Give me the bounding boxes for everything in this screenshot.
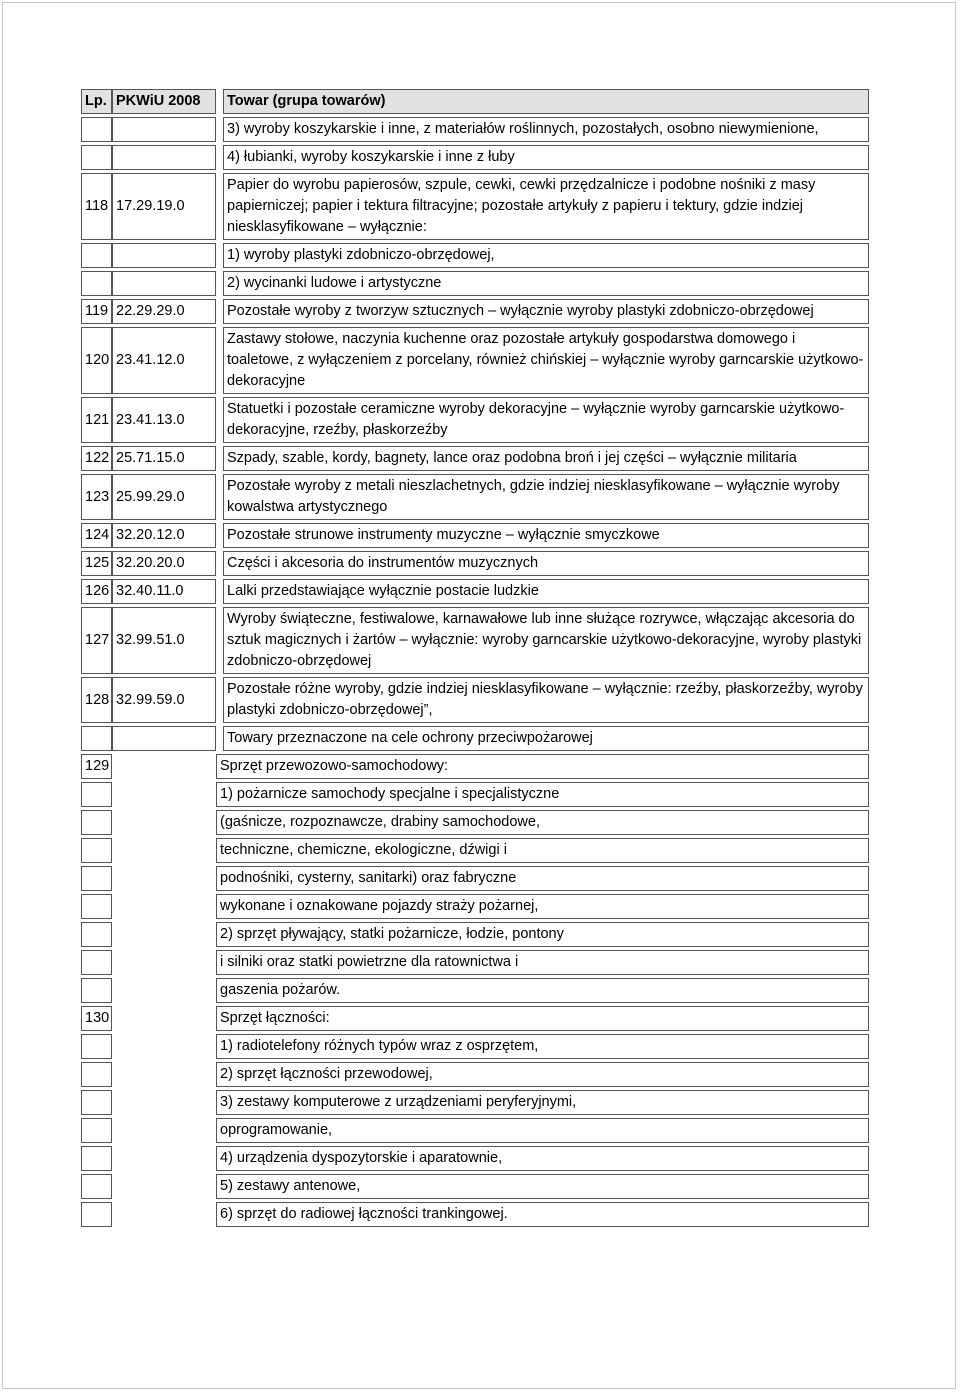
table-row bbox=[81, 978, 869, 1003]
table-row bbox=[81, 173, 869, 240]
column-gap bbox=[112, 866, 216, 891]
column-gap bbox=[112, 950, 216, 975]
table-row bbox=[81, 551, 869, 576]
row-towar: Papier do wyrobu papierosów, szpule, cewki, cewki przędzalnicze i podobne nośniki z masy papierniczej; papier i tektura filtracyjne; pozostałe artykuły z papieru i tektury, gdzie indziej niesklasyfikowane – wyłącznie: bbox=[223, 173, 869, 240]
column-gap bbox=[112, 1062, 216, 1087]
row-lp: 123 bbox=[81, 474, 112, 520]
row-lp bbox=[81, 117, 112, 142]
row-lp bbox=[81, 1090, 112, 1115]
header-lp: Lp. bbox=[81, 89, 112, 114]
column-gap bbox=[112, 894, 216, 919]
table-row bbox=[81, 810, 869, 835]
row-towar: 1) wyroby plastyki zdobniczo-obrzędowej, bbox=[223, 243, 869, 268]
table-row bbox=[81, 950, 869, 975]
row-towar-merged: 6) sprzęt do radiowej łączności trankingowej. bbox=[216, 1202, 869, 1227]
row-pkwiu bbox=[112, 243, 216, 268]
table-row bbox=[81, 838, 869, 863]
column-gap bbox=[112, 922, 216, 947]
table-row bbox=[81, 327, 869, 394]
column-gap bbox=[216, 327, 223, 394]
row-towar: 3) wyroby koszykarskie i inne, z materiałów roślinnych, pozostałych, osobno niewymienione, bbox=[223, 117, 869, 142]
row-pkwiu bbox=[112, 271, 216, 296]
column-gap bbox=[112, 1174, 216, 1199]
column-gap bbox=[216, 299, 223, 324]
column-gap bbox=[112, 1146, 216, 1171]
table-row bbox=[81, 1146, 869, 1171]
row-towar-merged: 2) sprzęt łączności przewodowej, bbox=[216, 1062, 869, 1087]
column-gap bbox=[216, 243, 223, 268]
row-lp: 119 bbox=[81, 299, 112, 324]
row-lp bbox=[81, 1034, 112, 1059]
table-row bbox=[81, 1174, 869, 1199]
row-towar: Wyroby świąteczne, festiwalowe, karnawałowe lub inne służące rozrywce, włączając akcesoria do sztuk magicznych i żartów – wyłącznie: wyroby garncarskie użytkowo-dekoracyjne, wyroby plastyki zdobniczo-obrzędowej bbox=[223, 607, 869, 674]
row-towar-merged: wykonane i oznakowane pojazdy straży pożarnej, bbox=[216, 894, 869, 919]
row-lp bbox=[81, 243, 112, 268]
row-lp: 122 bbox=[81, 446, 112, 471]
table-row bbox=[81, 397, 869, 443]
column-gap bbox=[216, 726, 223, 751]
table-row bbox=[81, 523, 869, 548]
row-towar-merged: 5) zestawy antenowe, bbox=[216, 1174, 869, 1199]
table-row bbox=[81, 474, 869, 520]
row-pkwiu: 32.99.59.0 bbox=[112, 677, 216, 723]
goods-table bbox=[81, 86, 869, 1230]
row-towar: Pozostałe strunowe instrumenty muzyczne – wyłącznie smyczkowe bbox=[223, 523, 869, 548]
table-row bbox=[81, 271, 869, 296]
row-towar-merged: 1) radiotelefony różnych typów wraz z osprzętem, bbox=[216, 1034, 869, 1059]
row-towar: Pozostałe różne wyroby, gdzie indziej niesklasyfikowane – wyłącznie: rzeźby, płaskorzeźby, wyroby plastyki zdobniczo-obrzędowej”, bbox=[223, 677, 869, 723]
row-towar-merged: 2) sprzęt pływający, statki pożarnicze, łodzie, pontony bbox=[216, 922, 869, 947]
row-lp bbox=[81, 145, 112, 170]
table-row bbox=[81, 1006, 869, 1031]
column-gap bbox=[112, 1118, 216, 1143]
row-lp: 121 bbox=[81, 397, 112, 443]
table-row bbox=[81, 579, 869, 604]
row-lp bbox=[81, 978, 112, 1003]
row-towar: Części i akcesoria do instrumentów muzycznych bbox=[223, 551, 869, 576]
column-gap bbox=[216, 145, 223, 170]
column-gap bbox=[216, 173, 223, 240]
row-towar-merged: (gaśnicze, rozpoznawcze, drabiny samochodowe, bbox=[216, 810, 869, 835]
table-row bbox=[81, 1202, 869, 1227]
row-pkwiu bbox=[112, 145, 216, 170]
row-lp: 127 bbox=[81, 607, 112, 674]
table-row bbox=[81, 243, 869, 268]
row-pkwiu: 23.41.13.0 bbox=[112, 397, 216, 443]
row-lp bbox=[81, 922, 112, 947]
row-pkwiu: 17.29.19.0 bbox=[112, 173, 216, 240]
column-gap bbox=[216, 474, 223, 520]
row-pkwiu: 22.29.29.0 bbox=[112, 299, 216, 324]
header-towar: Towar (grupa towarów) bbox=[223, 89, 869, 114]
row-pkwiu: 32.20.12.0 bbox=[112, 523, 216, 548]
table-row bbox=[81, 922, 869, 947]
table-header-row bbox=[81, 89, 869, 114]
table-row bbox=[81, 117, 869, 142]
row-lp: 118 bbox=[81, 173, 112, 240]
row-pkwiu bbox=[112, 117, 216, 142]
row-lp bbox=[81, 1202, 112, 1227]
row-lp bbox=[81, 810, 112, 835]
row-towar: 2) wycinanki ludowe i artystyczne bbox=[223, 271, 869, 296]
row-lp: 128 bbox=[81, 677, 112, 723]
row-lp: 125 bbox=[81, 551, 112, 576]
row-lp bbox=[81, 838, 112, 863]
row-pkwiu bbox=[112, 726, 216, 751]
table-row bbox=[81, 145, 869, 170]
row-lp: 120 bbox=[81, 327, 112, 394]
row-towar-merged: Sprzęt przewozowo-samochodowy: bbox=[216, 754, 869, 779]
table-row bbox=[81, 1118, 869, 1143]
row-pkwiu: 32.20.20.0 bbox=[112, 551, 216, 576]
row-towar: Pozostałe wyroby z metali nieszlachetnych, gdzie indziej niesklasyfikowane – wyłącznie wyroby kowalstwa artystycznego bbox=[223, 474, 869, 520]
row-lp bbox=[81, 726, 112, 751]
column-gap bbox=[112, 1034, 216, 1059]
table-row bbox=[81, 1034, 869, 1059]
row-lp bbox=[81, 1062, 112, 1087]
column-gap bbox=[112, 754, 216, 779]
column-gap bbox=[216, 271, 223, 296]
row-lp: 129 bbox=[81, 754, 112, 779]
row-lp bbox=[81, 1146, 112, 1171]
goods-table-body bbox=[81, 89, 869, 1227]
table-row bbox=[81, 866, 869, 891]
row-pkwiu: 32.99.51.0 bbox=[112, 607, 216, 674]
table-row bbox=[81, 1062, 869, 1087]
row-towar: Zastawy stołowe, naczynia kuchenne oraz pozostałe artykuły gospodarstwa domowego i toaletowe, z wyłączeniem z porcelany, również chińskiej – wyłącznie wyroby garncarskie użytkowo-dekoracyjne bbox=[223, 327, 869, 394]
table-row bbox=[81, 446, 869, 471]
column-gap bbox=[112, 782, 216, 807]
column-gap bbox=[112, 1202, 216, 1227]
row-lp bbox=[81, 271, 112, 296]
table-row bbox=[81, 299, 869, 324]
row-towar-merged: 1) pożarnicze samochody specjalne i specjalistyczne bbox=[216, 782, 869, 807]
column-gap bbox=[112, 1006, 216, 1031]
column-gap bbox=[216, 677, 223, 723]
row-towar-merged: i silniki oraz statki powietrzne dla ratownictwa i bbox=[216, 950, 869, 975]
table-row bbox=[81, 754, 869, 779]
row-towar: 4) łubianki, wyroby koszykarskie i inne z łuby bbox=[223, 145, 869, 170]
row-towar: Lalki przedstawiające wyłącznie postacie ludzkie bbox=[223, 579, 869, 604]
row-lp bbox=[81, 782, 112, 807]
column-gap bbox=[112, 810, 216, 835]
row-pkwiu: 25.99.29.0 bbox=[112, 474, 216, 520]
row-towar-merged: techniczne, chemiczne, ekologiczne, dźwigi i bbox=[216, 838, 869, 863]
table-row bbox=[81, 607, 869, 674]
row-towar: Pozostałe wyroby z tworzyw sztucznych – wyłącznie wyroby plastyki zdobniczo-obrzędowej bbox=[223, 299, 869, 324]
column-gap bbox=[216, 117, 223, 142]
row-towar-merged: gaszenia pożarów. bbox=[216, 978, 869, 1003]
column-gap bbox=[216, 397, 223, 443]
row-towar-merged: 3) zestawy komputerowe z urządzeniami peryferyjnymi, bbox=[216, 1090, 869, 1115]
column-gap bbox=[112, 978, 216, 1003]
row-lp bbox=[81, 950, 112, 975]
row-towar-merged: podnośniki, cysterny, sanitarki) oraz fabryczne bbox=[216, 866, 869, 891]
column-gap bbox=[216, 607, 223, 674]
row-towar-merged: oprogramowanie, bbox=[216, 1118, 869, 1143]
row-lp bbox=[81, 1118, 112, 1143]
table-row bbox=[81, 726, 869, 751]
row-pkwiu: 25.71.15.0 bbox=[112, 446, 216, 471]
row-towar-merged: 4) urządzenia dyspozytorskie i aparatownie, bbox=[216, 1146, 869, 1171]
table-row bbox=[81, 1090, 869, 1115]
row-lp: 130 bbox=[81, 1006, 112, 1031]
column-gap bbox=[216, 523, 223, 548]
row-lp bbox=[81, 1174, 112, 1199]
row-towar: Towary przeznaczone na cele ochrony przeciwpożarowej bbox=[223, 726, 869, 751]
column-gap bbox=[216, 446, 223, 471]
column-gap bbox=[216, 579, 223, 604]
row-lp: 124 bbox=[81, 523, 112, 548]
header-pkwiu: PKWiU 2008 bbox=[112, 89, 216, 114]
row-pkwiu: 32.40.11.0 bbox=[112, 579, 216, 604]
column-gap bbox=[216, 89, 223, 114]
table-row bbox=[81, 782, 869, 807]
row-towar: Statuetki i pozostałe ceramiczne wyroby dekoracyjne – wyłącznie wyroby garncarskie użytkowo-dekoracyjne, rzeźby, płaskorzeźby bbox=[223, 397, 869, 443]
column-gap bbox=[112, 1090, 216, 1115]
row-lp: 126 bbox=[81, 579, 112, 604]
row-lp bbox=[81, 866, 112, 891]
table-row bbox=[81, 677, 869, 723]
row-lp bbox=[81, 894, 112, 919]
column-gap bbox=[112, 838, 216, 863]
table-row bbox=[81, 894, 869, 919]
row-towar: Szpady, szable, kordy, bagnety, lance oraz podobna broń i jej części – wyłącznie militaria bbox=[223, 446, 869, 471]
row-towar-merged: Sprzęt łączności: bbox=[216, 1006, 869, 1031]
row-pkwiu: 23.41.12.0 bbox=[112, 327, 216, 394]
column-gap bbox=[216, 551, 223, 576]
